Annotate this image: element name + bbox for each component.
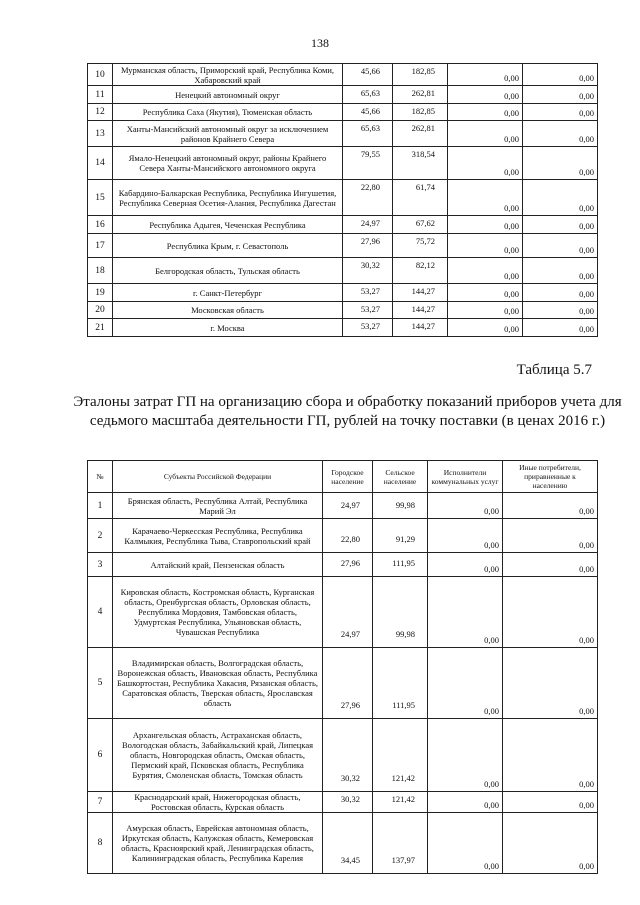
row-rural-value: 99,98 — [373, 577, 428, 648]
table-row — [88, 792, 598, 813]
row-rural-value: 318,54 — [393, 147, 448, 180]
row-number: 13 — [88, 121, 113, 147]
regional-cost-table-continued — [87, 63, 598, 337]
row-subject: Архангельская область, Астраханская область, Вологодская область, Забайкальский край, Липецкая область, Новгородская область, Омская область, Пермский край, Псковская область, Республика Бурятия, Смоленская область, Томская область — [113, 719, 323, 792]
table-row — [88, 553, 598, 577]
row-number: 6 — [88, 719, 113, 792]
row-utility-value: 0,00 — [448, 121, 523, 147]
header-urban: Городское население — [323, 461, 373, 493]
row-subject: Белгородская область, Тульская область — [113, 258, 343, 284]
row-subject: Ямало-Ненецкий автономный округ, районы Крайнего Севера Ханты-Мансийского автономного округа — [113, 147, 343, 180]
row-other-value: 0,00 — [523, 147, 598, 180]
row-subject: Республика Адыгея, Чеченская Республика — [113, 216, 343, 234]
row-urban-value: 24,97 — [323, 577, 373, 648]
row-urban-value: 22,80 — [343, 180, 393, 216]
table-row — [88, 719, 598, 792]
row-other-value: 0,00 — [503, 577, 598, 648]
row-urban-value: 53,27 — [343, 319, 393, 337]
row-rural-value: 67,62 — [393, 216, 448, 234]
row-utility-value: 0,00 — [428, 519, 503, 553]
row-subject: г. Санкт-Петербург — [113, 284, 343, 302]
table-row — [88, 180, 598, 216]
table-row — [88, 319, 598, 337]
row-rural-value: 182,85 — [393, 104, 448, 121]
row-utility-value: 0,00 — [428, 493, 503, 519]
row-other-value: 0,00 — [523, 121, 598, 147]
row-utility-value: 0,00 — [428, 792, 503, 813]
row-rural-value: 182,85 — [393, 64, 448, 86]
header-number: № — [88, 461, 113, 493]
row-utility-value: 0,00 — [448, 302, 523, 319]
row-subject: Карачаево-Черкесская Республика, Республика Калмыкия, Республика Тыва, Ставропольский край — [113, 519, 323, 553]
row-number: 15 — [88, 180, 113, 216]
row-urban-value: 30,32 — [323, 792, 373, 813]
table-row — [88, 147, 598, 180]
table-row — [88, 258, 598, 284]
table-row — [88, 104, 598, 121]
table-row — [88, 813, 598, 874]
row-rural-value: 82,12 — [393, 258, 448, 284]
row-urban-value: 53,27 — [343, 284, 393, 302]
row-urban-value: 45,66 — [343, 64, 393, 86]
row-number: 3 — [88, 553, 113, 577]
row-other-value: 0,00 — [503, 519, 598, 553]
row-urban-value: 30,32 — [323, 719, 373, 792]
row-subject: Владимирская область, Волгоградская область, Воронежская область, Ивановская область, Республика Башкортостан, Республика Хакасия, Рязанская область, Саратовская область, Тверская область, Ярославская область — [113, 648, 323, 719]
table-row — [88, 648, 598, 719]
row-rural-value: 144,27 — [393, 319, 448, 337]
table-row — [88, 577, 598, 648]
row-urban-value: 22,80 — [323, 519, 373, 553]
row-subject: Республика Крым, г. Севастополь — [113, 234, 343, 258]
row-other-value: 0,00 — [503, 553, 598, 577]
row-other-value: 0,00 — [523, 284, 598, 302]
row-rural-value: 121,42 — [373, 792, 428, 813]
table-row — [88, 121, 598, 147]
row-utility-value: 0,00 — [448, 64, 523, 86]
row-urban-value: 27,96 — [323, 648, 373, 719]
row-rural-value: 144,27 — [393, 302, 448, 319]
row-number: 21 — [88, 319, 113, 337]
row-urban-value: 45,66 — [343, 104, 393, 121]
row-rural-value: 121,42 — [373, 719, 428, 792]
row-urban-value: 34,45 — [323, 813, 373, 874]
row-number: 8 — [88, 813, 113, 874]
row-subject: г. Москва — [113, 319, 343, 337]
row-utility-value: 0,00 — [448, 284, 523, 302]
row-other-value: 0,00 — [503, 719, 598, 792]
table-row — [88, 302, 598, 319]
table-caption: Таблица 5.7 — [516, 362, 592, 378]
row-number: 1 — [88, 493, 113, 519]
row-other-value: 0,00 — [503, 493, 598, 519]
row-rural-value: 91,29 — [373, 519, 428, 553]
table-row — [88, 234, 598, 258]
table-row — [88, 284, 598, 302]
row-utility-value: 0,00 — [448, 147, 523, 180]
page-number: 138 — [311, 36, 329, 50]
row-rural-value: 111,95 — [373, 648, 428, 719]
table2-header-row — [88, 461, 598, 493]
table2-body — [88, 493, 598, 874]
row-other-value: 0,00 — [523, 180, 598, 216]
row-other-value: 0,00 — [503, 813, 598, 874]
row-urban-value: 65,63 — [343, 121, 393, 147]
row-rural-value: 61,74 — [393, 180, 448, 216]
row-subject: Республика Саха (Якутия), Тюменская область — [113, 104, 343, 121]
row-utility-value: 0,00 — [428, 813, 503, 874]
row-rural-value: 75,72 — [393, 234, 448, 258]
row-other-value: 0,00 — [523, 302, 598, 319]
row-other-value: 0,00 — [523, 104, 598, 121]
row-urban-value: 79,55 — [343, 147, 393, 180]
row-utility-value: 0,00 — [428, 553, 503, 577]
row-subject: Амурская область, Еврейская автономная область, Иркутская область, Калужская область, Кемеровская область, Красноярский край, Ленинградская область, Калининградская область, Республика Карелия — [113, 813, 323, 874]
row-other-value: 0,00 — [503, 792, 598, 813]
row-other-value: 0,00 — [503, 648, 598, 719]
row-utility-value: 0,00 — [448, 258, 523, 284]
row-subject: Краснодарский край, Нижегородская область, Ростовская область, Курская область — [113, 792, 323, 813]
row-urban-value: 53,27 — [343, 302, 393, 319]
row-other-value: 0,00 — [523, 64, 598, 86]
row-rural-value: 262,81 — [393, 86, 448, 104]
row-number: 17 — [88, 234, 113, 258]
row-rural-value: 262,81 — [393, 121, 448, 147]
row-number: 2 — [88, 519, 113, 553]
row-number: 16 — [88, 216, 113, 234]
table-row — [88, 493, 598, 519]
row-other-value: 0,00 — [523, 258, 598, 284]
row-number: 12 — [88, 104, 113, 121]
row-urban-value: 27,96 — [343, 234, 393, 258]
row-number: 14 — [88, 147, 113, 180]
row-utility-value: 0,00 — [428, 648, 503, 719]
row-number: 18 — [88, 258, 113, 284]
row-urban-value: 65,63 — [343, 86, 393, 104]
row-utility-value: 0,00 — [448, 180, 523, 216]
row-subject: Ханты-Мансийский автономный округ за исключением районов Крайнего Севера — [113, 121, 343, 147]
row-number: 4 — [88, 577, 113, 648]
row-rural-value: 144,27 — [393, 284, 448, 302]
row-other-value: 0,00 — [523, 234, 598, 258]
row-subject: Кировская область, Костромская область, Курганская область, Оренбургская область, Орловская область, Республика Мордовия, Тамбовская область, Удмуртская Республика, Ульяновская область, Чувашская Республика — [113, 577, 323, 648]
row-urban-value: 24,97 — [343, 216, 393, 234]
table-row — [88, 64, 598, 86]
row-subject: Брянская область, Республика Алтай, Республика Марий Эл — [113, 493, 323, 519]
row-rural-value: 111,95 — [373, 553, 428, 577]
row-other-value: 0,00 — [523, 86, 598, 104]
row-utility-value: 0,00 — [448, 319, 523, 337]
row-utility-value: 0,00 — [448, 216, 523, 234]
row-utility-value: 0,00 — [448, 86, 523, 104]
table-row — [88, 86, 598, 104]
row-number: 7 — [88, 792, 113, 813]
row-other-value: 0,00 — [523, 216, 598, 234]
row-rural-value: 99,98 — [373, 493, 428, 519]
row-utility-value: 0,00 — [428, 719, 503, 792]
header-subject: Субъекты Российской Федерации — [113, 461, 323, 493]
header-rural: Сельское население — [373, 461, 428, 493]
table-title: Эталоны затрат ГП на организацию сбора и обработку показаний приборов учета для седьмого масштаба деятельности ГП, рублей на точку поставки (в ценах 2016 г.) — [73, 394, 622, 429]
table-row — [88, 519, 598, 553]
row-subject: Московская область — [113, 302, 343, 319]
header-other: Иные потребители, приравненные к населению — [503, 461, 598, 493]
table1-body — [88, 64, 598, 337]
header-utility: Исполнители коммунальных услуг — [428, 461, 503, 493]
row-subject: Алтайский край, Пензенская область — [113, 553, 323, 577]
row-utility-value: 0,00 — [428, 577, 503, 648]
row-other-value: 0,00 — [523, 319, 598, 337]
table-row — [88, 216, 598, 234]
row-subject: Кабардино-Балкарская Республика, Республика Ингушетия, Республика Северная Осетия-Алания, Республика Дагестан — [113, 180, 343, 216]
row-urban-value: 24,97 — [323, 493, 373, 519]
row-urban-value: 30,32 — [343, 258, 393, 284]
table-5-7 — [87, 460, 598, 874]
row-number: 19 — [88, 284, 113, 302]
row-urban-value: 27,96 — [323, 553, 373, 577]
row-rural-value: 137,97 — [373, 813, 428, 874]
row-number: 5 — [88, 648, 113, 719]
row-number: 20 — [88, 302, 113, 319]
row-number: 10 — [88, 64, 113, 86]
row-utility-value: 0,00 — [448, 234, 523, 258]
row-utility-value: 0,00 — [448, 104, 523, 121]
row-subject: Мурманская область, Приморский край, Республика Коми, Хабаровский край — [113, 64, 343, 86]
row-subject: Ненецкий автономный округ — [113, 86, 343, 104]
row-number: 11 — [88, 86, 113, 104]
